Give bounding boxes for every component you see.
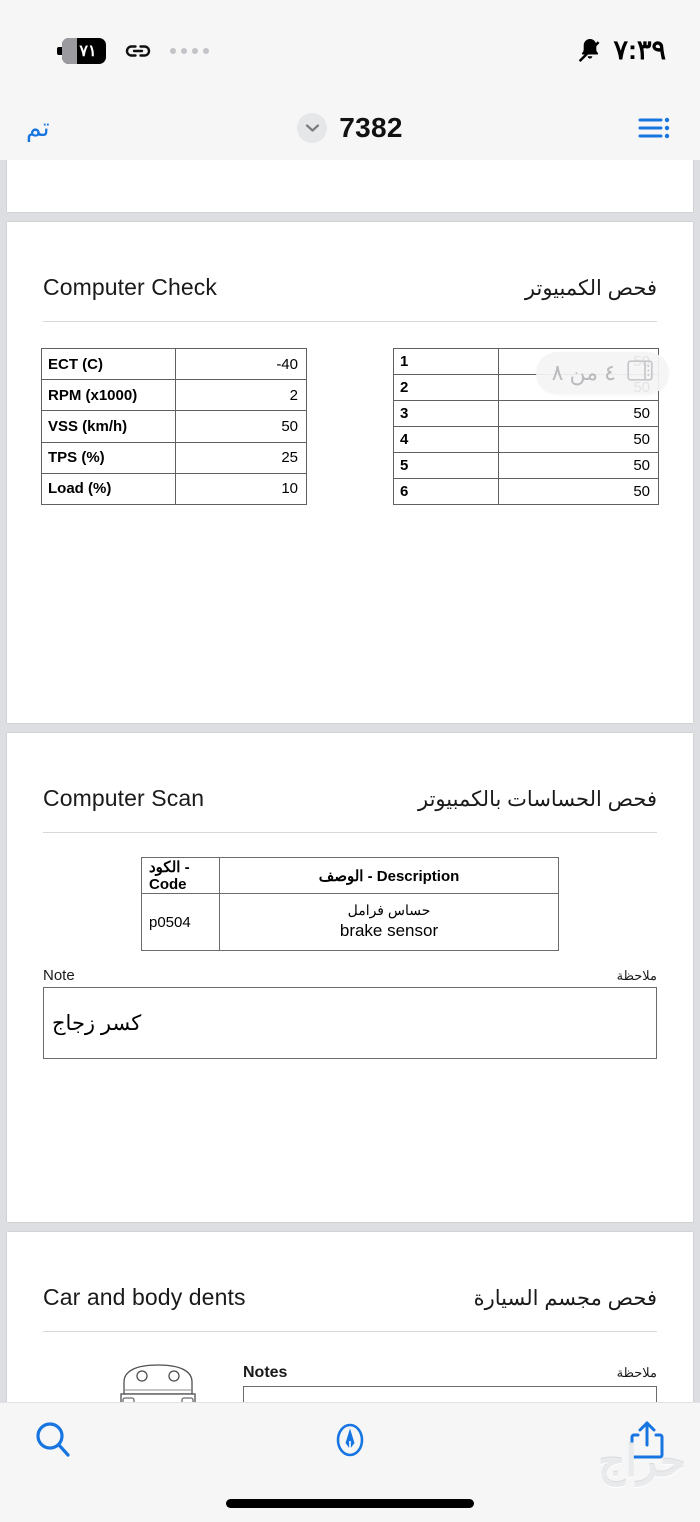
table-row [42,473,307,504]
column-header-code: الكود - Code [142,858,220,894]
description-arabic: حساس فرامل [347,902,431,919]
column-header-description: الوصف - Description [220,858,559,894]
table-row [394,401,659,427]
param-value: 50 [176,411,307,442]
section-title-ar: فحص مجسم السيارة [473,1287,657,1310]
section-title-ar: فحص الحساسات بالكمبيوتر [417,788,657,811]
cylinder-label: 4 [394,427,499,453]
note-label-en: Note [43,967,75,984]
bell-slash-icon [576,36,604,64]
cylinder-label: 5 [394,453,499,479]
notes-labels [243,1364,657,1382]
param-label: RPM (x1000) [42,380,176,411]
section-header-computer-check [7,274,693,301]
section-title-ar: فحص الكمبيوتر [524,277,657,300]
status-bar-right [576,36,667,64]
car-top-view-diagram [43,1360,223,1402]
nav-right [568,113,678,143]
document-page-computer-scan [7,733,693,1222]
cylinder-label: 6 [394,479,499,505]
battery-level-label: ٧١ [79,43,97,60]
markup-pen-icon[interactable] [321,1411,379,1469]
note-field[interactable]: كسر زجاج [43,987,657,1059]
cylinder-value: 50 [499,479,659,505]
status-time: ٧:٣٩ [613,34,666,65]
cylinder-label: 1 [394,349,499,375]
section-title-en: Computer Check [43,274,217,300]
home-indicator[interactable] [226,1499,474,1508]
cylinder-value: 50 [499,401,659,427]
param-label: ECT (C) [42,349,176,380]
status-bar-left [62,38,209,64]
document-page-previous [7,160,693,212]
param-value: 2 [176,380,307,411]
car-notes-block [243,1360,657,1402]
table-row [42,411,307,442]
section-header-car-body-dents [7,1284,693,1311]
document-page-car-body-dents [7,1232,693,1402]
site-watermark: حراج [598,1438,686,1485]
page-view-icon [627,360,653,387]
page-indicator-label: ٤ من ٨ [551,360,616,385]
cylinder-value: 50 [499,427,659,453]
nav-center [132,112,568,144]
param-label: VSS (km/h) [42,411,176,442]
description-cell [220,894,559,951]
chevron-down-icon[interactable] [297,113,327,143]
description-english: brake sensor [339,920,439,940]
document-page-computer-check [7,222,693,723]
cylinder-label: 3 [394,401,499,427]
table-row [394,453,659,479]
table-row [394,479,659,505]
cylinder-label: 2 [394,375,499,401]
table-of-contents-icon[interactable] [636,113,672,143]
note-labels [43,967,657,984]
section-header-computer-scan [7,785,693,812]
section-title-en: Car and body dents [43,1284,246,1310]
table-row [394,427,659,453]
table-header-row [142,858,559,894]
diagnostic-codes-table [141,857,559,951]
notes-label-en: Notes [243,1364,288,1381]
section-divider [43,832,657,833]
done-button[interactable]: تم [22,113,132,143]
code-cell: p0504 [142,894,220,951]
param-value: 25 [176,442,307,473]
notes-label-ar: ملاحظة [616,1365,657,1380]
status-bar [0,0,700,96]
table-row [42,349,307,380]
section-title-en: Computer Scan [43,785,205,811]
scan-note-block [43,967,657,1059]
table-row [42,442,307,473]
cylinder-value: 50 [499,453,659,479]
param-label: TPS (%) [42,442,176,473]
engine-parameters-table [41,348,307,505]
section-divider [43,1331,657,1332]
car-diagram-row [7,1360,693,1402]
section-divider [43,321,657,322]
navigation-bar [0,96,700,160]
page-title: 7382 [339,112,403,143]
link-icon [124,40,152,62]
notes-field[interactable] [243,1386,657,1402]
page-indicator [536,352,669,394]
param-label: Load (%) [42,473,176,504]
scan-table-wrap [7,857,693,951]
search-icon[interactable] [24,1411,82,1469]
table-row [142,894,559,951]
param-value: -40 [176,349,307,380]
param-value: 10 [176,473,307,504]
battery-indicator [62,38,106,64]
more-dots-icon [170,48,209,54]
document-scroll-area[interactable] [0,160,700,1402]
table-row [42,380,307,411]
note-label-ar: ملاحظة [616,968,657,983]
bottom-toolbar [0,1402,700,1522]
